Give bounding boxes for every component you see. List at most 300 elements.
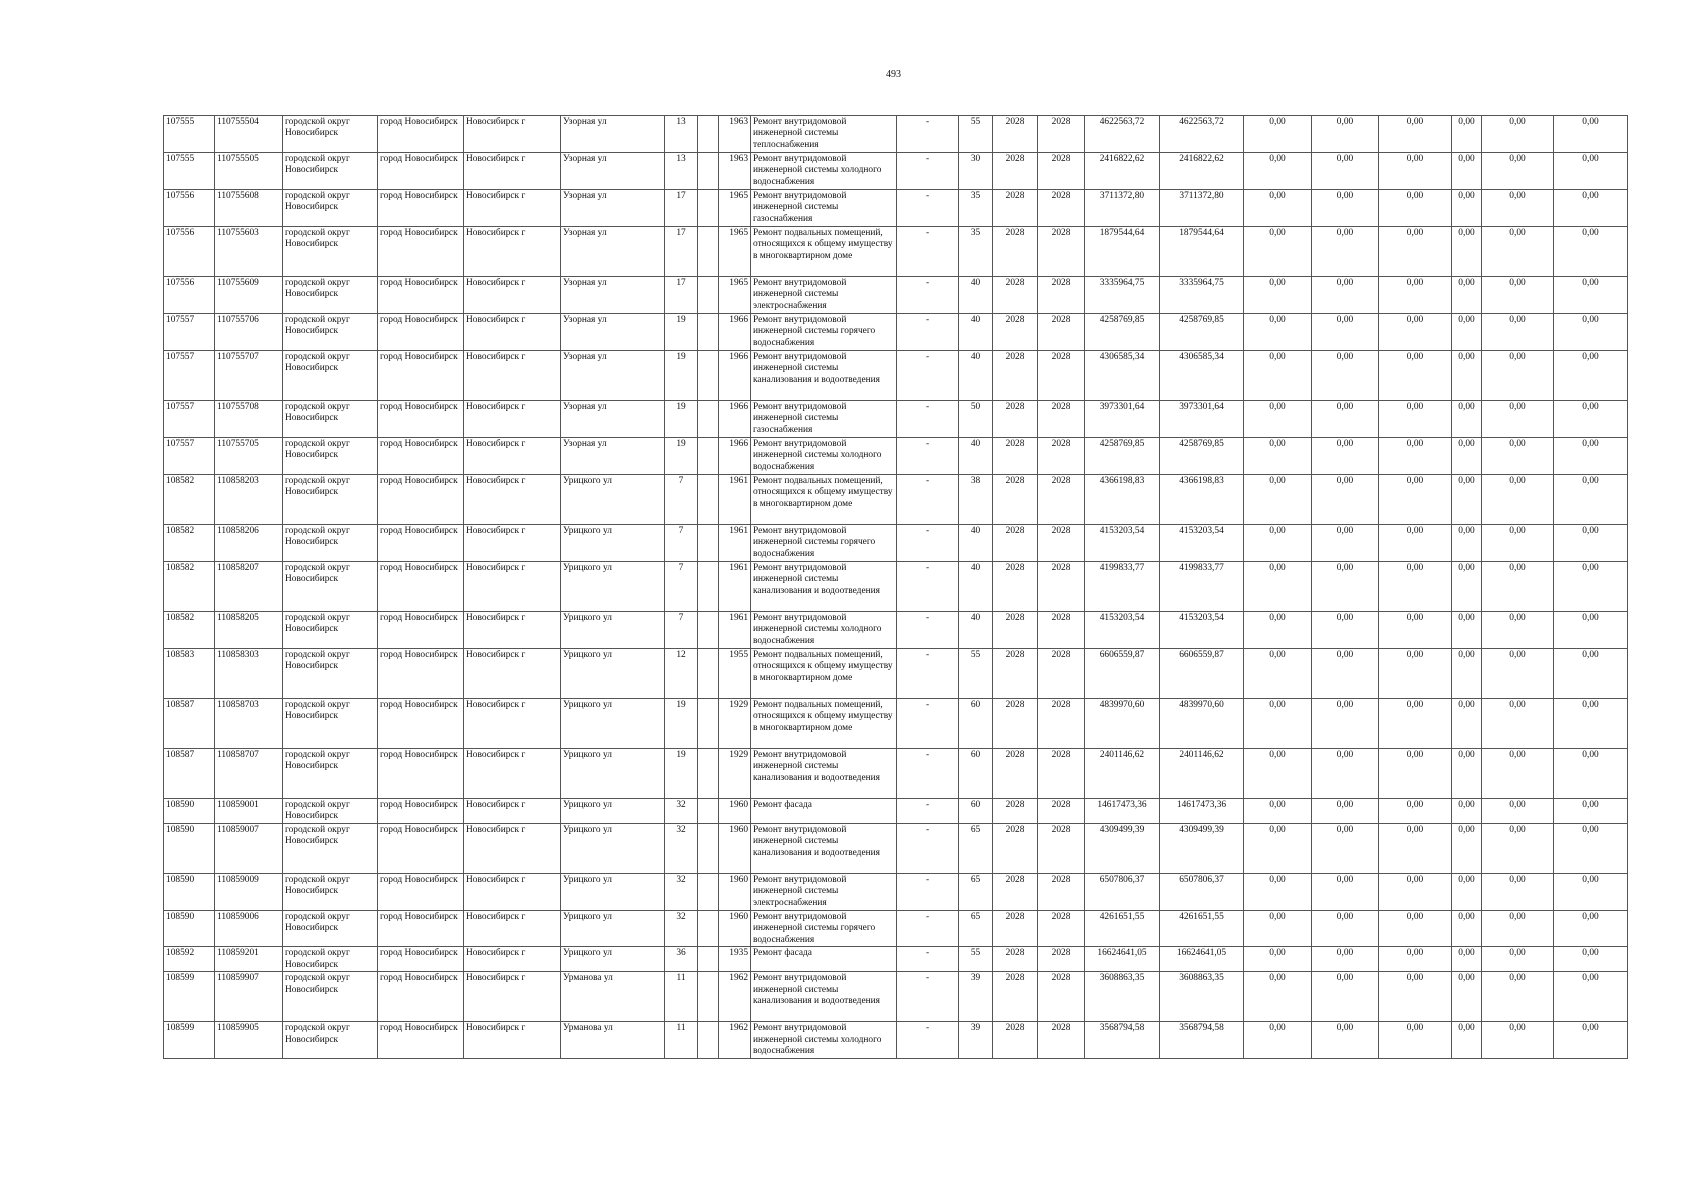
cell-work-code: 110858707 (215, 749, 283, 799)
cell-value-2: 0,00 (1312, 649, 1379, 699)
cell-value-2: 0,00 (1312, 874, 1379, 911)
cell-street: Урманова ул (561, 972, 665, 1022)
cell-value-3: 0,00 (1379, 911, 1452, 947)
cell-year: 1961 (719, 475, 751, 525)
cell-value-2: 0,00 (1312, 562, 1379, 612)
cell-house: 19 (665, 351, 698, 401)
cell-value-1: 0,00 (1244, 475, 1312, 525)
cell-cost-fund: 14617473,36 (1160, 799, 1244, 824)
cell-city: Новосибирск г (464, 749, 561, 799)
cell-street: Урицкого ул (561, 475, 665, 525)
cell-plan-end: 2028 (1038, 947, 1085, 972)
cell-wear: 40 (959, 351, 993, 401)
cell-dash: - (897, 153, 959, 190)
cell-record-id: 108582 (164, 562, 215, 612)
cell-value-5: 0,00 (1482, 972, 1554, 1022)
cell-value-5: 0,00 (1482, 824, 1554, 874)
cell-settlement: город Новосибирск (378, 749, 464, 799)
cell-plan-start: 2028 (993, 314, 1038, 351)
cell-settlement: город Новосибирск (378, 190, 464, 227)
cell-plan-start: 2028 (993, 438, 1038, 475)
cell-value-1: 0,00 (1244, 1022, 1312, 1059)
cell-plan-end: 2028 (1038, 824, 1085, 874)
cell-work-code: 110859006 (215, 911, 283, 947)
cell-plan-start: 2028 (993, 799, 1038, 824)
cell-dash: - (897, 116, 959, 153)
cell-district: городской округ Новосибирск (283, 277, 378, 314)
cell-house: 12 (665, 649, 698, 699)
cell-city: Новосибирск г (464, 612, 561, 649)
cell-extra (698, 116, 719, 153)
cell-district: городской округ Новосибирск (283, 351, 378, 401)
cell-dash: - (897, 351, 959, 401)
cell-plan-end: 2028 (1038, 475, 1085, 525)
cell-record-id: 108599 (164, 1022, 215, 1059)
cell-value-3: 0,00 (1379, 799, 1452, 824)
cell-dash: - (897, 972, 959, 1022)
cell-wear: 55 (959, 947, 993, 972)
cell-cost-fund: 4258769,85 (1160, 314, 1244, 351)
cell-cost-total: 6507806,37 (1085, 874, 1160, 911)
cell-year: 1963 (719, 153, 751, 190)
cell-work-type: Ремонт фасада (751, 799, 897, 824)
cell-work-type: Ремонт подвальных помещений, относящихся к общему имуществу в многоквартирном доме (751, 227, 897, 277)
cell-cost-fund: 3973301,64 (1160, 401, 1244, 438)
cell-value-6: 0,00 (1554, 190, 1628, 227)
cell-district: городской округ Новосибирск (283, 153, 378, 190)
cell-record-id: 107557 (164, 314, 215, 351)
cell-value-6: 0,00 (1554, 874, 1628, 911)
cell-record-id: 108582 (164, 475, 215, 525)
cell-extra (698, 227, 719, 277)
cell-year: 1960 (719, 824, 751, 874)
cell-city: Новосибирск г (464, 227, 561, 277)
cell-district: городской округ Новосибирск (283, 116, 378, 153)
cell-plan-start: 2028 (993, 947, 1038, 972)
cell-value-3: 0,00 (1379, 116, 1452, 153)
cell-value-1: 0,00 (1244, 749, 1312, 799)
table-row (164, 116, 1628, 153)
cell-plan-end: 2028 (1038, 874, 1085, 911)
cell-year: 1963 (719, 116, 751, 153)
cell-dash: - (897, 911, 959, 947)
table-row (164, 401, 1628, 438)
cell-settlement: город Новосибирск (378, 277, 464, 314)
cell-value-6: 0,00 (1554, 438, 1628, 475)
cell-street: Узорная ул (561, 116, 665, 153)
cell-house: 19 (665, 438, 698, 475)
cell-street: Узорная ул (561, 351, 665, 401)
cell-settlement: город Новосибирск (378, 562, 464, 612)
table-row (164, 351, 1628, 401)
cell-cost-fund: 1879544,64 (1160, 227, 1244, 277)
cell-cost-total: 4366198,83 (1085, 475, 1160, 525)
cell-city: Новосибирск г (464, 438, 561, 475)
cell-value-6: 0,00 (1554, 972, 1628, 1022)
cell-plan-end: 2028 (1038, 562, 1085, 612)
cell-value-1: 0,00 (1244, 649, 1312, 699)
cell-cost-fund: 3608863,35 (1160, 972, 1244, 1022)
cell-record-id: 108582 (164, 525, 215, 562)
cell-value-3: 0,00 (1379, 874, 1452, 911)
cell-value-1: 0,00 (1244, 153, 1312, 190)
cell-extra (698, 153, 719, 190)
cell-value-6: 0,00 (1554, 277, 1628, 314)
cell-cost-total: 3973301,64 (1085, 401, 1160, 438)
cell-extra (698, 314, 719, 351)
cell-wear: 30 (959, 153, 993, 190)
cell-work-code: 110755608 (215, 190, 283, 227)
cell-extra (698, 911, 719, 947)
cell-value-1: 0,00 (1244, 947, 1312, 972)
cell-plan-end: 2028 (1038, 351, 1085, 401)
cell-value-4: 0,00 (1452, 190, 1482, 227)
cell-work-type: Ремонт внутридомовой инженерной системы канализования и водоотведения (751, 749, 897, 799)
cell-dash: - (897, 314, 959, 351)
cell-district: городской округ Новосибирск (283, 227, 378, 277)
cell-district: городской округ Новосибирск (283, 562, 378, 612)
cell-dash: - (897, 525, 959, 562)
cell-wear: 39 (959, 972, 993, 1022)
cell-work-type: Ремонт подвальных помещений, относящихся к общему имуществу в многоквартирном доме (751, 475, 897, 525)
cell-district: городской округ Новосибирск (283, 438, 378, 475)
cell-value-6: 0,00 (1554, 116, 1628, 153)
cell-street: Узорная ул (561, 314, 665, 351)
cell-work-code: 110755708 (215, 401, 283, 438)
cell-street: Урицкого ул (561, 562, 665, 612)
cell-value-6: 0,00 (1554, 749, 1628, 799)
cell-value-1: 0,00 (1244, 699, 1312, 749)
cell-work-code: 110755706 (215, 314, 283, 351)
cell-plan-end: 2028 (1038, 438, 1085, 475)
cell-extra (698, 799, 719, 824)
cell-value-4: 0,00 (1452, 227, 1482, 277)
cell-value-5: 0,00 (1482, 401, 1554, 438)
cell-record-id: 107555 (164, 153, 215, 190)
cell-value-2: 0,00 (1312, 401, 1379, 438)
cell-value-6: 0,00 (1554, 911, 1628, 947)
cell-work-code: 110755609 (215, 277, 283, 314)
cell-cost-fund: 6606559,87 (1160, 649, 1244, 699)
cell-extra (698, 1022, 719, 1059)
cell-house: 32 (665, 799, 698, 824)
cell-dash: - (897, 277, 959, 314)
cell-work-type: Ремонт внутридомовой инженерной системы горячего водоснабжения (751, 525, 897, 562)
cell-year: 1966 (719, 438, 751, 475)
cell-record-id: 108590 (164, 824, 215, 874)
cell-record-id: 108599 (164, 972, 215, 1022)
cell-city: Новосибирск г (464, 153, 561, 190)
cell-wear: 38 (959, 475, 993, 525)
cell-wear: 40 (959, 612, 993, 649)
cell-settlement: город Новосибирск (378, 699, 464, 749)
cell-value-2: 0,00 (1312, 277, 1379, 314)
cell-work-code: 110859907 (215, 972, 283, 1022)
cell-dash: - (897, 227, 959, 277)
cell-year: 1966 (719, 401, 751, 438)
cell-district: городской округ Новосибирск (283, 525, 378, 562)
cell-value-3: 0,00 (1379, 525, 1452, 562)
cell-city: Новосибирск г (464, 190, 561, 227)
cell-value-6: 0,00 (1554, 314, 1628, 351)
cell-extra (698, 874, 719, 911)
table-row (164, 525, 1628, 562)
cell-value-3: 0,00 (1379, 699, 1452, 749)
cell-year: 1965 (719, 190, 751, 227)
cell-cost-fund: 4309499,39 (1160, 824, 1244, 874)
cell-cost-total: 4306585,34 (1085, 351, 1160, 401)
cell-work-type: Ремонт внутридомовой инженерной системы канализования и водоотведения (751, 972, 897, 1022)
cell-year: 1966 (719, 351, 751, 401)
cell-work-code: 110755505 (215, 153, 283, 190)
cell-value-5: 0,00 (1482, 314, 1554, 351)
cell-dash: - (897, 824, 959, 874)
cell-wear: 35 (959, 190, 993, 227)
cell-settlement: город Новосибирск (378, 227, 464, 277)
cell-work-type: Ремонт внутридомовой инженерной системы канализования и водоотведения (751, 351, 897, 401)
table-row (164, 190, 1628, 227)
cell-cost-total: 4199833,77 (1085, 562, 1160, 612)
cell-value-4: 0,00 (1452, 116, 1482, 153)
cell-work-type: Ремонт внутридомовой инженерной системы горячего водоснабжения (751, 911, 897, 947)
cell-plan-start: 2028 (993, 562, 1038, 612)
cell-cost-fund: 4839970,60 (1160, 699, 1244, 749)
cell-value-2: 0,00 (1312, 351, 1379, 401)
cell-record-id: 108587 (164, 699, 215, 749)
cell-cost-total: 4309499,39 (1085, 824, 1160, 874)
cell-work-type: Ремонт внутридомовой инженерной системы горячего водоснабжения (751, 314, 897, 351)
cell-city: Новосибирск г (464, 525, 561, 562)
cell-work-type: Ремонт подвальных помещений, относящихся к общему имуществу в многоквартирном доме (751, 699, 897, 749)
cell-year: 1960 (719, 874, 751, 911)
cell-cost-fund: 4306585,34 (1160, 351, 1244, 401)
cell-value-3: 0,00 (1379, 562, 1452, 612)
cell-extra (698, 824, 719, 874)
cell-value-3: 0,00 (1379, 277, 1452, 314)
cell-value-4: 0,00 (1452, 277, 1482, 314)
cell-record-id: 108583 (164, 649, 215, 699)
cell-plan-end: 2028 (1038, 1022, 1085, 1059)
cell-street: Узорная ул (561, 277, 665, 314)
cell-settlement: город Новосибирск (378, 874, 464, 911)
cell-value-3: 0,00 (1379, 153, 1452, 190)
cell-work-type: Ремонт внутридомовой инженерной системы газоснабжения (751, 401, 897, 438)
cell-street: Урицкого ул (561, 649, 665, 699)
cell-city: Новосибирск г (464, 911, 561, 947)
cell-value-4: 0,00 (1452, 749, 1482, 799)
cell-value-2: 0,00 (1312, 612, 1379, 649)
cell-work-code: 110859001 (215, 799, 283, 824)
cell-record-id: 107556 (164, 190, 215, 227)
cell-value-4: 0,00 (1452, 972, 1482, 1022)
cell-wear: 60 (959, 799, 993, 824)
cell-city: Новосибирск г (464, 314, 561, 351)
cell-wear: 65 (959, 911, 993, 947)
cell-work-code: 110858206 (215, 525, 283, 562)
table-row (164, 227, 1628, 277)
cell-value-2: 0,00 (1312, 153, 1379, 190)
cell-plan-end: 2028 (1038, 799, 1085, 824)
cell-city: Новосибирск г (464, 351, 561, 401)
cell-dash: - (897, 947, 959, 972)
cell-extra (698, 525, 719, 562)
cell-value-4: 0,00 (1452, 475, 1482, 525)
cell-cost-fund: 4153203,54 (1160, 612, 1244, 649)
cell-extra (698, 649, 719, 699)
cell-plan-end: 2028 (1038, 749, 1085, 799)
cell-house: 19 (665, 401, 698, 438)
cell-wear: 50 (959, 401, 993, 438)
cell-value-6: 0,00 (1554, 351, 1628, 401)
cell-value-2: 0,00 (1312, 799, 1379, 824)
cell-house: 17 (665, 277, 698, 314)
cell-cost-fund: 3568794,58 (1160, 1022, 1244, 1059)
table-row (164, 824, 1628, 874)
cell-value-4: 0,00 (1452, 1022, 1482, 1059)
cell-dash: - (897, 612, 959, 649)
cell-city: Новосибирск г (464, 799, 561, 824)
cell-value-5: 0,00 (1482, 190, 1554, 227)
cell-extra (698, 190, 719, 227)
cell-work-type: Ремонт внутридомовой инженерной системы холодного водоснабжения (751, 612, 897, 649)
cell-plan-end: 2028 (1038, 153, 1085, 190)
cell-work-type: Ремонт внутридомовой инженерной системы канализования и водоотведения (751, 562, 897, 612)
cell-dash: - (897, 475, 959, 525)
cell-value-5: 0,00 (1482, 438, 1554, 475)
cell-record-id: 107557 (164, 438, 215, 475)
cell-value-1: 0,00 (1244, 562, 1312, 612)
table-row (164, 874, 1628, 911)
cell-year: 1961 (719, 525, 751, 562)
cell-value-1: 0,00 (1244, 612, 1312, 649)
cell-value-2: 0,00 (1312, 227, 1379, 277)
cell-street: Узорная ул (561, 153, 665, 190)
cell-cost-total: 4839970,60 (1085, 699, 1160, 749)
cell-settlement: город Новосибирск (378, 911, 464, 947)
cell-year: 1961 (719, 612, 751, 649)
cell-value-1: 0,00 (1244, 277, 1312, 314)
cell-city: Новосибирск г (464, 475, 561, 525)
cell-wear: 55 (959, 116, 993, 153)
cell-value-1: 0,00 (1244, 401, 1312, 438)
cell-street: Узорная ул (561, 438, 665, 475)
cell-house: 13 (665, 116, 698, 153)
cell-street: Урицкого ул (561, 699, 665, 749)
cell-settlement: город Новосибирск (378, 525, 464, 562)
cell-district: городской округ Новосибирск (283, 1022, 378, 1059)
cell-value-3: 0,00 (1379, 401, 1452, 438)
cell-record-id: 108590 (164, 911, 215, 947)
cell-cost-total: 4153203,54 (1085, 525, 1160, 562)
cell-cost-total: 14617473,36 (1085, 799, 1160, 824)
cell-plan-start: 2028 (993, 824, 1038, 874)
cell-city: Новосибирск г (464, 649, 561, 699)
cell-settlement: город Новосибирск (378, 1022, 464, 1059)
cell-plan-end: 2028 (1038, 525, 1085, 562)
cell-value-4: 0,00 (1452, 799, 1482, 824)
cell-city: Новосибирск г (464, 824, 561, 874)
cell-plan-start: 2028 (993, 116, 1038, 153)
cell-cost-total: 4622563,72 (1085, 116, 1160, 153)
cell-value-1: 0,00 (1244, 911, 1312, 947)
cell-plan-end: 2028 (1038, 116, 1085, 153)
cell-cost-total: 3608863,35 (1085, 972, 1160, 1022)
cell-plan-end: 2028 (1038, 401, 1085, 438)
cell-value-6: 0,00 (1554, 153, 1628, 190)
cell-district: городской округ Новосибирск (283, 874, 378, 911)
cell-work-code: 110858207 (215, 562, 283, 612)
table-row (164, 475, 1628, 525)
cell-value-6: 0,00 (1554, 562, 1628, 612)
cell-extra (698, 562, 719, 612)
cell-value-2: 0,00 (1312, 1022, 1379, 1059)
cell-house: 7 (665, 612, 698, 649)
cell-value-3: 0,00 (1379, 227, 1452, 277)
cell-work-code: 110755705 (215, 438, 283, 475)
cell-street: Узорная ул (561, 227, 665, 277)
cell-district: городской округ Новосибирск (283, 314, 378, 351)
cell-value-5: 0,00 (1482, 116, 1554, 153)
cell-work-type: Ремонт внутридомовой инженерной системы электроснабжения (751, 277, 897, 314)
cell-cost-total: 4153203,54 (1085, 612, 1160, 649)
cell-cost-total: 4258769,85 (1085, 314, 1160, 351)
cell-cost-fund: 3335964,75 (1160, 277, 1244, 314)
cell-record-id: 108590 (164, 874, 215, 911)
cell-work-type: Ремонт подвальных помещений, относящихся к общему имуществу в многоквартирном доме (751, 649, 897, 699)
cell-value-2: 0,00 (1312, 947, 1379, 972)
cell-street: Урицкого ул (561, 824, 665, 874)
cell-cost-fund: 16624641,05 (1160, 947, 1244, 972)
cell-value-2: 0,00 (1312, 525, 1379, 562)
cell-district: городской округ Новосибирск (283, 401, 378, 438)
cell-value-3: 0,00 (1379, 649, 1452, 699)
cell-city: Новосибирск г (464, 277, 561, 314)
cell-house: 7 (665, 525, 698, 562)
cell-settlement: город Новосибирск (378, 947, 464, 972)
cell-district: городской округ Новосибирск (283, 972, 378, 1022)
cell-year: 1955 (719, 649, 751, 699)
cell-cost-total: 3711372,80 (1085, 190, 1160, 227)
cell-value-5: 0,00 (1482, 749, 1554, 799)
cell-work-code: 110858303 (215, 649, 283, 699)
cell-street: Урицкого ул (561, 749, 665, 799)
cell-record-id: 107557 (164, 401, 215, 438)
cell-year: 1929 (719, 699, 751, 749)
table-row (164, 153, 1628, 190)
cell-district: городской округ Новосибирск (283, 190, 378, 227)
cell-value-4: 0,00 (1452, 824, 1482, 874)
cell-settlement: город Новосибирск (378, 314, 464, 351)
table-row (164, 749, 1628, 799)
table-row (164, 972, 1628, 1022)
cell-cost-fund: 4258769,85 (1160, 438, 1244, 475)
cell-wear: 40 (959, 438, 993, 475)
cell-work-type: Ремонт внутридомовой инженерной системы холодного водоснабжения (751, 153, 897, 190)
cell-value-6: 0,00 (1554, 799, 1628, 824)
cell-value-5: 0,00 (1482, 475, 1554, 525)
cell-year: 1966 (719, 314, 751, 351)
cell-dash: - (897, 190, 959, 227)
cell-dash: - (897, 401, 959, 438)
cell-extra (698, 475, 719, 525)
cell-work-type: Ремонт внутридомовой инженерной системы электроснабжения (751, 874, 897, 911)
cell-house: 19 (665, 314, 698, 351)
cell-work-type: Ремонт внутридомовой инженерной системы холодного водоснабжения (751, 1022, 897, 1059)
cell-city: Новосибирск г (464, 1022, 561, 1059)
cell-work-type: Ремонт внутридомовой инженерной системы канализования и водоотведения (751, 824, 897, 874)
cell-record-id: 108587 (164, 749, 215, 799)
cell-year: 1961 (719, 562, 751, 612)
